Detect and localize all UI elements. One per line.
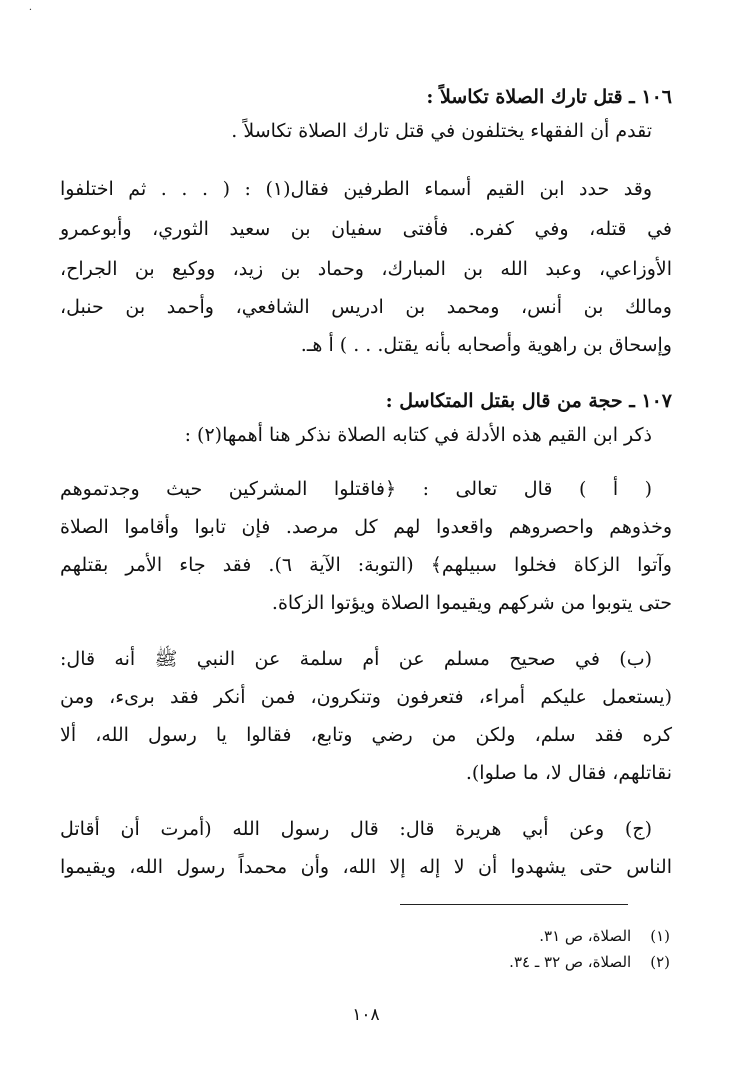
paragraph-line: كره فقد سلم، ولكن من رضي وتابع، فقالوا يا رسول الله، ألا (60, 724, 672, 746)
paragraph-line: حتى يتوبوا من شركهم ويقيموا الصلاة ويؤتوا الزكاة. (271, 592, 672, 614)
paragraph-line: في قتله، وفي كفره. فأفتى سفيان بن سعيد الثوري، وأبوعمرو (60, 218, 672, 240)
footnote-divider (400, 904, 628, 905)
footnote-text: الصلاة، ص ٣١. (539, 927, 632, 945)
footnote-number: (٢) (650, 953, 670, 971)
footnote-item (509, 952, 670, 972)
footnote-text: الصلاة، ص ٣٢ ـ ٣٤. (509, 953, 632, 971)
paragraph-line: ذكر ابن القيم هذه الأدلة في كتابه الصلاة نذكر هنا أهمها(٢) : (184, 424, 652, 446)
section-106-heading: ١٠٦ ـ قتل تارك الصلاة تكاسلاً : (426, 86, 672, 108)
paragraph-line: ( أ ) قال تعالى : ﴿فاقتلوا المشركين حيث وجدتموهم (60, 478, 652, 500)
section-107-heading: ١٠٧ ـ حجة من قال بقتل المتكاسل : (385, 390, 672, 412)
paragraph-line: ومالك بن أنس، ومحمد بن ادريس الشافعي، وأحمد بن حنبل، (60, 296, 672, 318)
paragraph-line: (ب) في صحيح مسلم عن أم سلمة عن النبي ﷺ أنه قال: (60, 648, 652, 670)
footnote-item (539, 926, 670, 946)
paragraph-line: وإسحاق بن راهوية وأصحابه بأنه يقتل. . . ) أ هـ. (300, 334, 672, 356)
paragraph-line: (ج) وعن أبي هريرة قال: قال رسول الله (أمرت أن أقاتل (60, 818, 652, 840)
corner-mark: · (28, 5, 32, 16)
paragraph-line: وآتوا الزكاة فخلوا سبيلهم﴾ (التوبة: الآية ٦). فقد جاء الأمر بقتلهم (60, 554, 672, 576)
page-number: ١٠٨ (352, 1005, 380, 1025)
paragraph-line: نقاتلهم، فقال لا، ما صلوا). (465, 762, 672, 784)
paragraph-line: (يستعمل عليكم أمراء، فتعرفون وتنكرون، فمن أنكر فقد برىء، ومن (60, 686, 672, 708)
paragraph-line: وقد حدد ابن القيم أسماء الطرفين فقال(١) : ( . . . ثم اختلفوا (60, 178, 652, 200)
paragraph-line: وخذوهم واحصروهم واقعدوا لهم كل مرصد. فإن تابوا وأقاموا الصلاة (60, 516, 672, 538)
paragraph-line: الأوزاعي، وعبد الله بن المبارك، وحماد بن زيد، ووكيع بن الجراح، (60, 258, 672, 280)
paragraph-line: الناس حتى يشهدوا أن لا إله إلا الله، وأن محمداً رسول الله، ويقيموا (60, 856, 672, 878)
paragraph-line: تقدم أن الفقهاء يختلفون في قتل تارك الصلاة تكاسلاً . (231, 120, 652, 142)
footnote-number: (١) (650, 927, 670, 945)
